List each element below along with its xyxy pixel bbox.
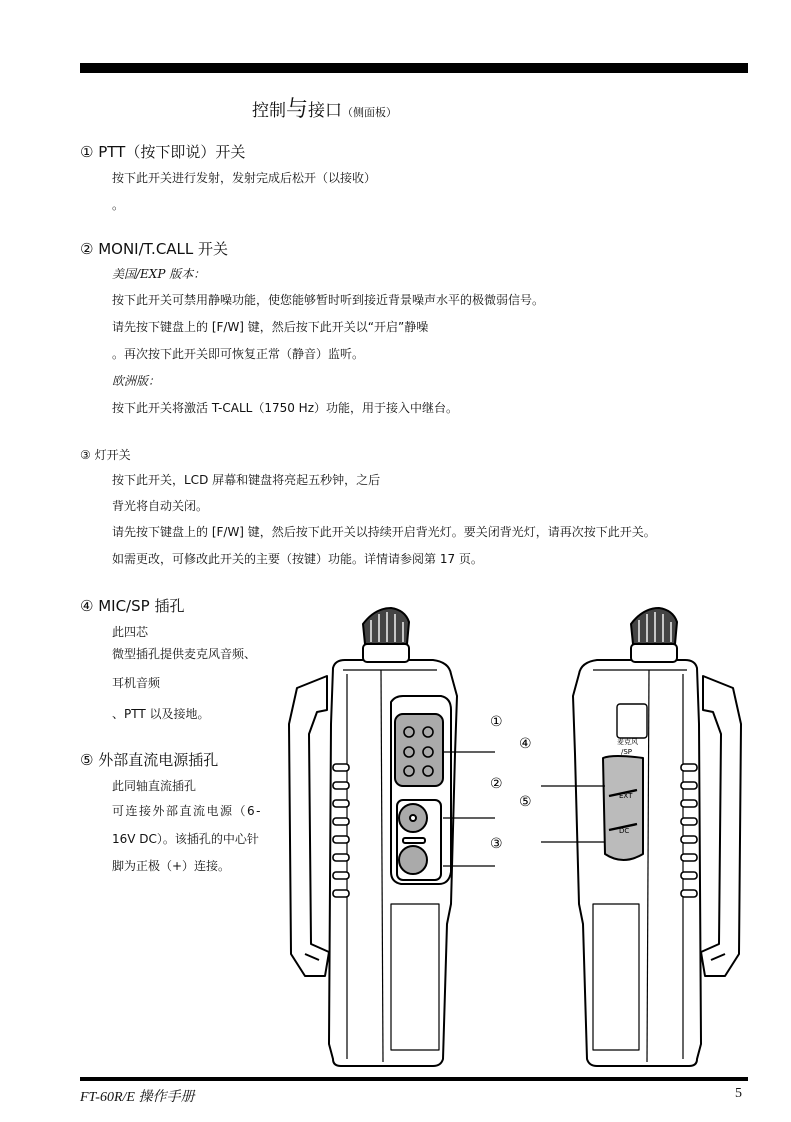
section-heading-mic-sp: ④ MIC/SP 插孔 (80, 597, 185, 615)
radio-side-view-illustration (283, 604, 753, 1072)
moni-text-3: 。再次按下此开关即可恢复正常（静音）监听。 (112, 347, 365, 361)
dc-text-4: 脚为正极（+）连接。 (112, 859, 231, 873)
section-heading-ptt: ① PTT（按下即说）开关 (80, 143, 246, 161)
dc-text-2: 可连接外部直流电源（6- (112, 804, 262, 818)
section-heading-lamp: ③ 灯开关 (80, 448, 131, 462)
dc-text-1: 此同轴直流插孔 (112, 779, 197, 793)
bottom-rule (80, 1077, 748, 1081)
mic-sp-jack-label-2: /SP (621, 748, 633, 756)
mic-text-2: 微型插孔提供麦克风音频、 (112, 647, 257, 661)
section-heading-moni: ② MONI/T.CALL 开关 (80, 240, 229, 258)
ptt-text-1: 按下此开关进行发射，发射完成后松开（以接收） (112, 171, 377, 185)
dc-jack-label: DC (619, 827, 630, 835)
callout-3: ③ (490, 836, 503, 852)
callout-4: ④ (519, 736, 532, 752)
ptt-text-2: 。 (112, 198, 125, 212)
page-title: 控制与接口（侧面板） (252, 97, 398, 122)
footer-manual-title: FT-60R/E 操作手册 (80, 1090, 195, 1105)
mic-text-1: 此四芯 (112, 625, 149, 639)
lamp-text-3: 请先按下键盘上的 [F/W] 键，然后按下此开关以持续开启背光灯。要关闭背光灯，请再次按下此开关。 (112, 525, 656, 539)
lamp-text-1: 按下此开关，LCD 屏幕和键盘将亮起五秒钟，之后 (112, 473, 381, 487)
moni-text-4: 按下此开关将激活 T-CALL（1750 Hz）功能，用于接入中继台。 (112, 401, 459, 415)
lamp-text-2: 背光将自动关闭。 (112, 499, 209, 513)
mic-sp-jack-label-1: 麦克风 (617, 738, 638, 746)
callout-1: ① (490, 714, 503, 730)
top-rule (80, 63, 748, 73)
dc-text-3: 16V DC）。该插孔的中心针 (112, 832, 259, 846)
callout-2: ② (490, 776, 503, 792)
moni-text-1: 按下此开关可禁用静噪功能，使您能够暂时听到接近背景噪声水平的极微弱信号。 (112, 293, 545, 307)
moni-subheading-us: 美国/EXP 版本： (112, 267, 206, 281)
page-number: 5 (735, 1086, 742, 1101)
lamp-text-4: 如需更改，可修改此开关的主要（按键）功能。详情请参阅第 17 页。 (112, 552, 483, 566)
moni-text-2: 请先按下键盘上的 [F/W] 键，然后按下此开关以“开启”静噪 (112, 320, 429, 334)
ext-jack-label: EXT (619, 792, 633, 800)
section-heading-dc-jack: ⑤ 外部直流电源插孔 (80, 751, 219, 769)
mic-text-3: 耳机音频 (112, 676, 161, 690)
callout-5: ⑤ (519, 794, 532, 810)
mic-text-4: 、PTT 以及接地。 (112, 707, 210, 721)
moni-subheading-eu: 欧洲版： (112, 374, 161, 388)
